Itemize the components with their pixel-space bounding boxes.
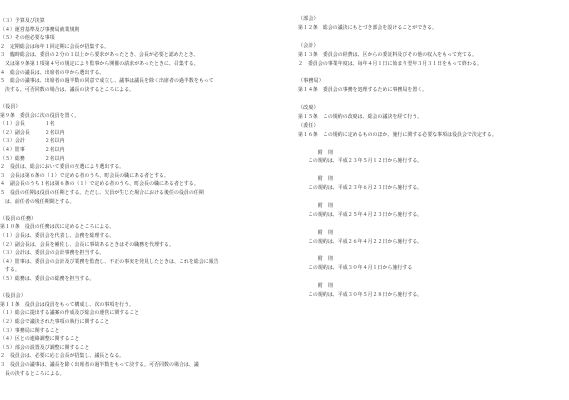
text-line: （５）総務は、委員会の総務を担当する。 [0, 276, 95, 282]
text-line: ３ 会長は第６条の（１）で定める者のうち、町会長の職にある者とする。 [0, 172, 170, 179]
text-line: （３）事務局に関すること [0, 327, 60, 334]
text-line: （４）監事は、委員会の会計及び業務を監査し、不正の事実を発見したときは、これを総会に報告 [0, 258, 219, 265]
text-line: （２）副会長は、会長を補佐し、会長に事故あるときはその職務を代理する。 [0, 241, 174, 248]
text-line: は、前任者の残任期間とする。 [0, 198, 75, 205]
text-line: （３）会計 ２名以内 [0, 138, 65, 145]
section-heading: （会計） [298, 42, 319, 49]
text-line: 第１４条 委員会の事務を処理するために事務局を置く。 [298, 87, 428, 94]
text-line: ２ 定期総会は毎年１回定期に会長が招集する。 [0, 43, 110, 50]
text-line: この規約は、平成２５年４月２３日から施行する。 [298, 211, 423, 218]
text-line: （５）総務 ２名以内 [0, 155, 65, 162]
text-line: 附 則 [298, 202, 333, 209]
text-line: （１）会長は、委員会を代表し、会務を総理する。 [0, 233, 115, 239]
text-line: 附 則 [298, 176, 333, 183]
text-line: ２ 役員会は、必要に応じ会長が招集し、議長となる。 [0, 353, 125, 360]
text-line: （３）予算及び決算 [0, 18, 45, 24]
text-line: ４ 総会の議長は、出席者の中から選出する。 [0, 69, 105, 76]
text-line: 附 則 [298, 256, 333, 263]
text-line: この規約は、平成３０年４月１日から施行する [298, 265, 413, 272]
text-line: 第１０条 役員の任務は次に定めるところによる。 [0, 224, 115, 231]
text-line: ４ 副会長のうち１名は第６条の（１）で定める者のうち、町会長の職にある者とする。 [0, 181, 199, 188]
text-line: この規約は、平成２３年６月２３日から施行する。 [298, 185, 423, 192]
text-line: 又は第９条第１項第４号の規定により監事から開催の請求があったときに、召集する。 [0, 61, 199, 67]
text-line: 決する。可否同数の場合は、議長の決するところによる。 [0, 86, 135, 93]
section-heading: （役員会） [0, 293, 26, 300]
text-line: 第９条 委員会に次の役員を置く。 [0, 112, 80, 119]
text-line: ５ 役員の任期は役員の任期とする。ただし、欠員が生じた場合における後任の役員の任期 [0, 190, 204, 196]
text-line: 附 則 [298, 229, 333, 236]
section-heading: （役員の任務） [0, 215, 37, 222]
text-line: （４）区との連絡調整に関すること [0, 336, 80, 343]
section-heading: （改廃） [298, 105, 319, 111]
text-line: する。 [0, 267, 20, 274]
text-line: （２）総会で議決された事項の執行に関すること [0, 319, 110, 325]
text-line: （４）運営基準及び事務局就業規則 [0, 26, 80, 33]
text-line: 第１３条 委員会の経費は、区からの委託料及びその他の収入をもって充てる。 [298, 51, 477, 58]
text-line: （５）部会の設置及び調整に関すること [0, 344, 90, 351]
section-heading: （事務局） [298, 78, 324, 85]
text-line: （１）総会に提出する議案の作成及び総会の運営に関すること [0, 310, 140, 317]
text-line: ３ 役員会の議事は、議長を除く出席者の過半数をもって決する。可否同数の場合は、議 [0, 362, 199, 368]
text-line: 第１６条 この規約に定めるもののほか、施行に関する必要な事項は役員会で決定する。 [298, 131, 497, 138]
text-line: ２ 委員会の事業年度は、毎年４月１日に始まり翌年３月３１日をもって終わる。 [298, 60, 482, 67]
section-heading: （部会） [298, 16, 319, 22]
text-line: （２）副会長 ２名以内 [0, 129, 65, 136]
text-line: この規約は、平成２６年４月２２日から施行する。 [298, 238, 423, 245]
text-line: ２ 役員は、総会において委員の互選により選出する。 [0, 164, 125, 171]
text-line: （４）監事 ２名以内 [0, 147, 65, 153]
text-line: 第１１条 役員会は役員をもって構成し、次の事項を行う。 [0, 301, 135, 308]
text-line: 附 則 [298, 283, 333, 289]
text-line: （５）その他必要な事項 [0, 35, 55, 42]
text-line: 第１２条 総会の議決にもとづき部会を設けることができる。 [298, 24, 438, 31]
text-line: 附 則 [298, 149, 333, 156]
text-line: 第１５条 この規約の改廃は、総会の議決を経て行う。 [298, 113, 423, 120]
text-line: ３ 臨時総会は、委員の２分の１以上から要求があったとき、会長が必要と認めたとき、 [0, 52, 199, 59]
text-line: （１）会長 １名 [0, 121, 55, 128]
text-line: ５ 総会の議事は、出席者の過半数の同意で成立し、議事は議長を除く出席者の過半数をもって [0, 78, 214, 85]
section-heading: （委任） [298, 122, 319, 129]
text-line: （３）会計は、委員会の会計事務を担当する。 [0, 250, 105, 257]
section-heading: （役員） [0, 104, 21, 110]
text-line: 長の決するところによる。 [0, 370, 65, 377]
text-line: この規約は、平成３０年５月２８日から施行する。 [298, 291, 423, 298]
text-line: この規約は、平成２３年５月１２日から施行する。 [298, 158, 423, 165]
